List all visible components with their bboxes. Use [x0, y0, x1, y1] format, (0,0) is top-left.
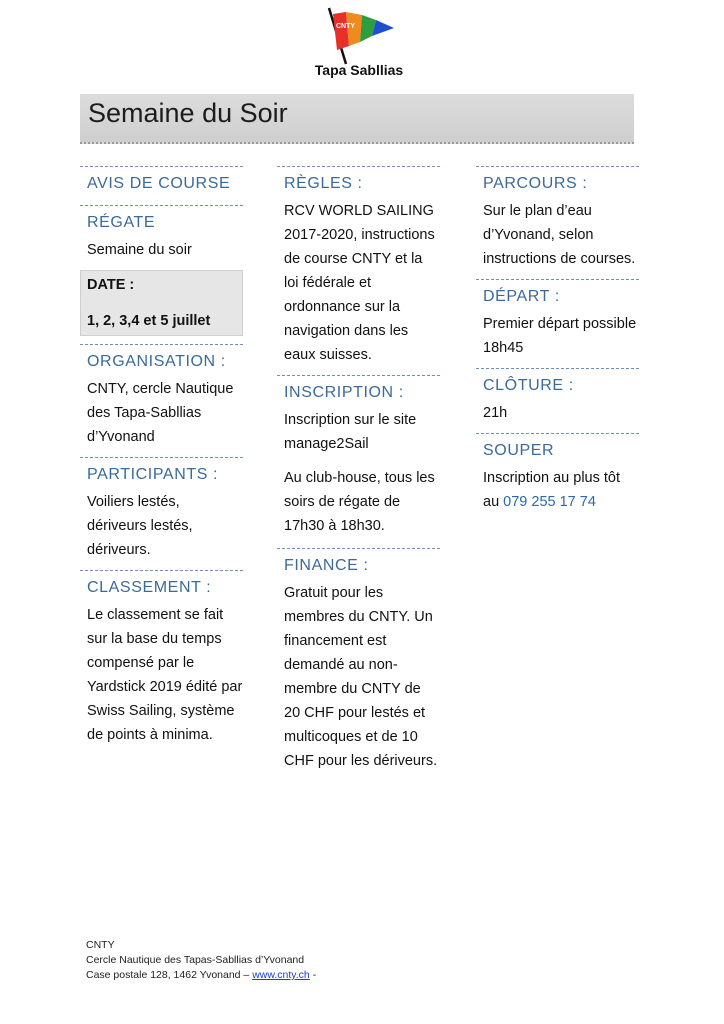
participants-heading: PARTICIPANTS :	[80, 457, 243, 486]
inscription-online: Inscription sur le site manage2Sail	[284, 412, 417, 452]
depart-heading: DÉPART :	[476, 279, 639, 308]
souper-body	[476, 462, 639, 514]
footer-address-text: Case postale 128, 1462 Yvonand –	[86, 969, 253, 981]
footer	[86, 938, 316, 983]
title-bar	[80, 94, 634, 144]
inscription-clubhouse: Au club-house, tous les soirs de régate de 17h30 à 18h30.	[284, 470, 435, 534]
regles-heading: RÈGLES :	[277, 166, 440, 195]
date-label: DATE :	[87, 277, 135, 293]
souper-text: Inscription au plus tôt au	[483, 470, 621, 510]
column-left	[80, 166, 243, 755]
finance-body: Gratuit pour les membres du CNTY. Un financement est demandé au non-membre du CNTY de 20 CHF pour lestés et multicoques et de 10 CHF pour les dériveurs.	[284, 585, 438, 769]
regate-body: Semaine du soir	[87, 242, 192, 258]
regles-body: RCV WORLD SAILING 2017-2020, instructions de course CNTY et la loi fédérale et ordonnance sur la navigation dans les eaux suisses.	[284, 203, 435, 363]
footer-club-abbrev: CNTY	[86, 939, 115, 951]
website-link[interactable]: www.cnty.ch	[252, 969, 310, 981]
parcours-body: Sur le plan d’eau d’Yvonand, selon instructions de courses.	[483, 203, 636, 267]
column-right	[476, 166, 639, 522]
footer-address	[86, 968, 316, 983]
phone-link[interactable]: 079 255 17 74	[503, 494, 596, 510]
souper-heading: SOUPER	[476, 433, 639, 462]
organisation-body: CNTY, cercle Nautique des Tapa-Sabllias d’Yvonand	[87, 381, 234, 445]
flag-text: CNTY	[336, 23, 356, 30]
finance-heading: FINANCE :	[277, 548, 440, 577]
footer-trailing: -	[309, 969, 317, 981]
cloture-body: 21h	[483, 405, 508, 421]
organisation-heading: ORGANISATION :	[80, 344, 243, 373]
date-value: 1, 2, 3,4 et 5 juillet	[87, 313, 211, 329]
depart-body: Premier départ possible 18h45	[483, 316, 637, 356]
club-logo	[284, 6, 434, 84]
classement-body: Le classement se fait sur la base du temps compensé par le Yardstick 2019 édité par Swiss Sailing, système de points à minima.	[87, 607, 243, 743]
classement-heading: CLASSEMENT :	[80, 570, 243, 599]
date-box	[80, 270, 243, 336]
page-title: Semaine du Soir	[88, 98, 288, 128]
participants-body: Voiliers lestés, dériveurs lestés, dériveurs.	[87, 494, 193, 558]
inscription-heading: INSCRIPTION :	[277, 375, 440, 404]
cloture-heading: CLÔTURE :	[476, 368, 639, 397]
club-name: Tapa Sabllias	[314, 62, 404, 78]
sailing-flag-icon	[324, 6, 396, 66]
regate-heading: RÉGATE	[87, 214, 156, 231]
footer-club-name: Cercle Nautique des Tapas-Sabllias d’Yvonand	[86, 954, 305, 966]
inscription-body	[277, 404, 440, 538]
column-middle	[277, 166, 440, 781]
parcours-heading: PARCOURS :	[476, 166, 639, 195]
avis-heading: AVIS DE COURSE	[80, 166, 243, 206]
